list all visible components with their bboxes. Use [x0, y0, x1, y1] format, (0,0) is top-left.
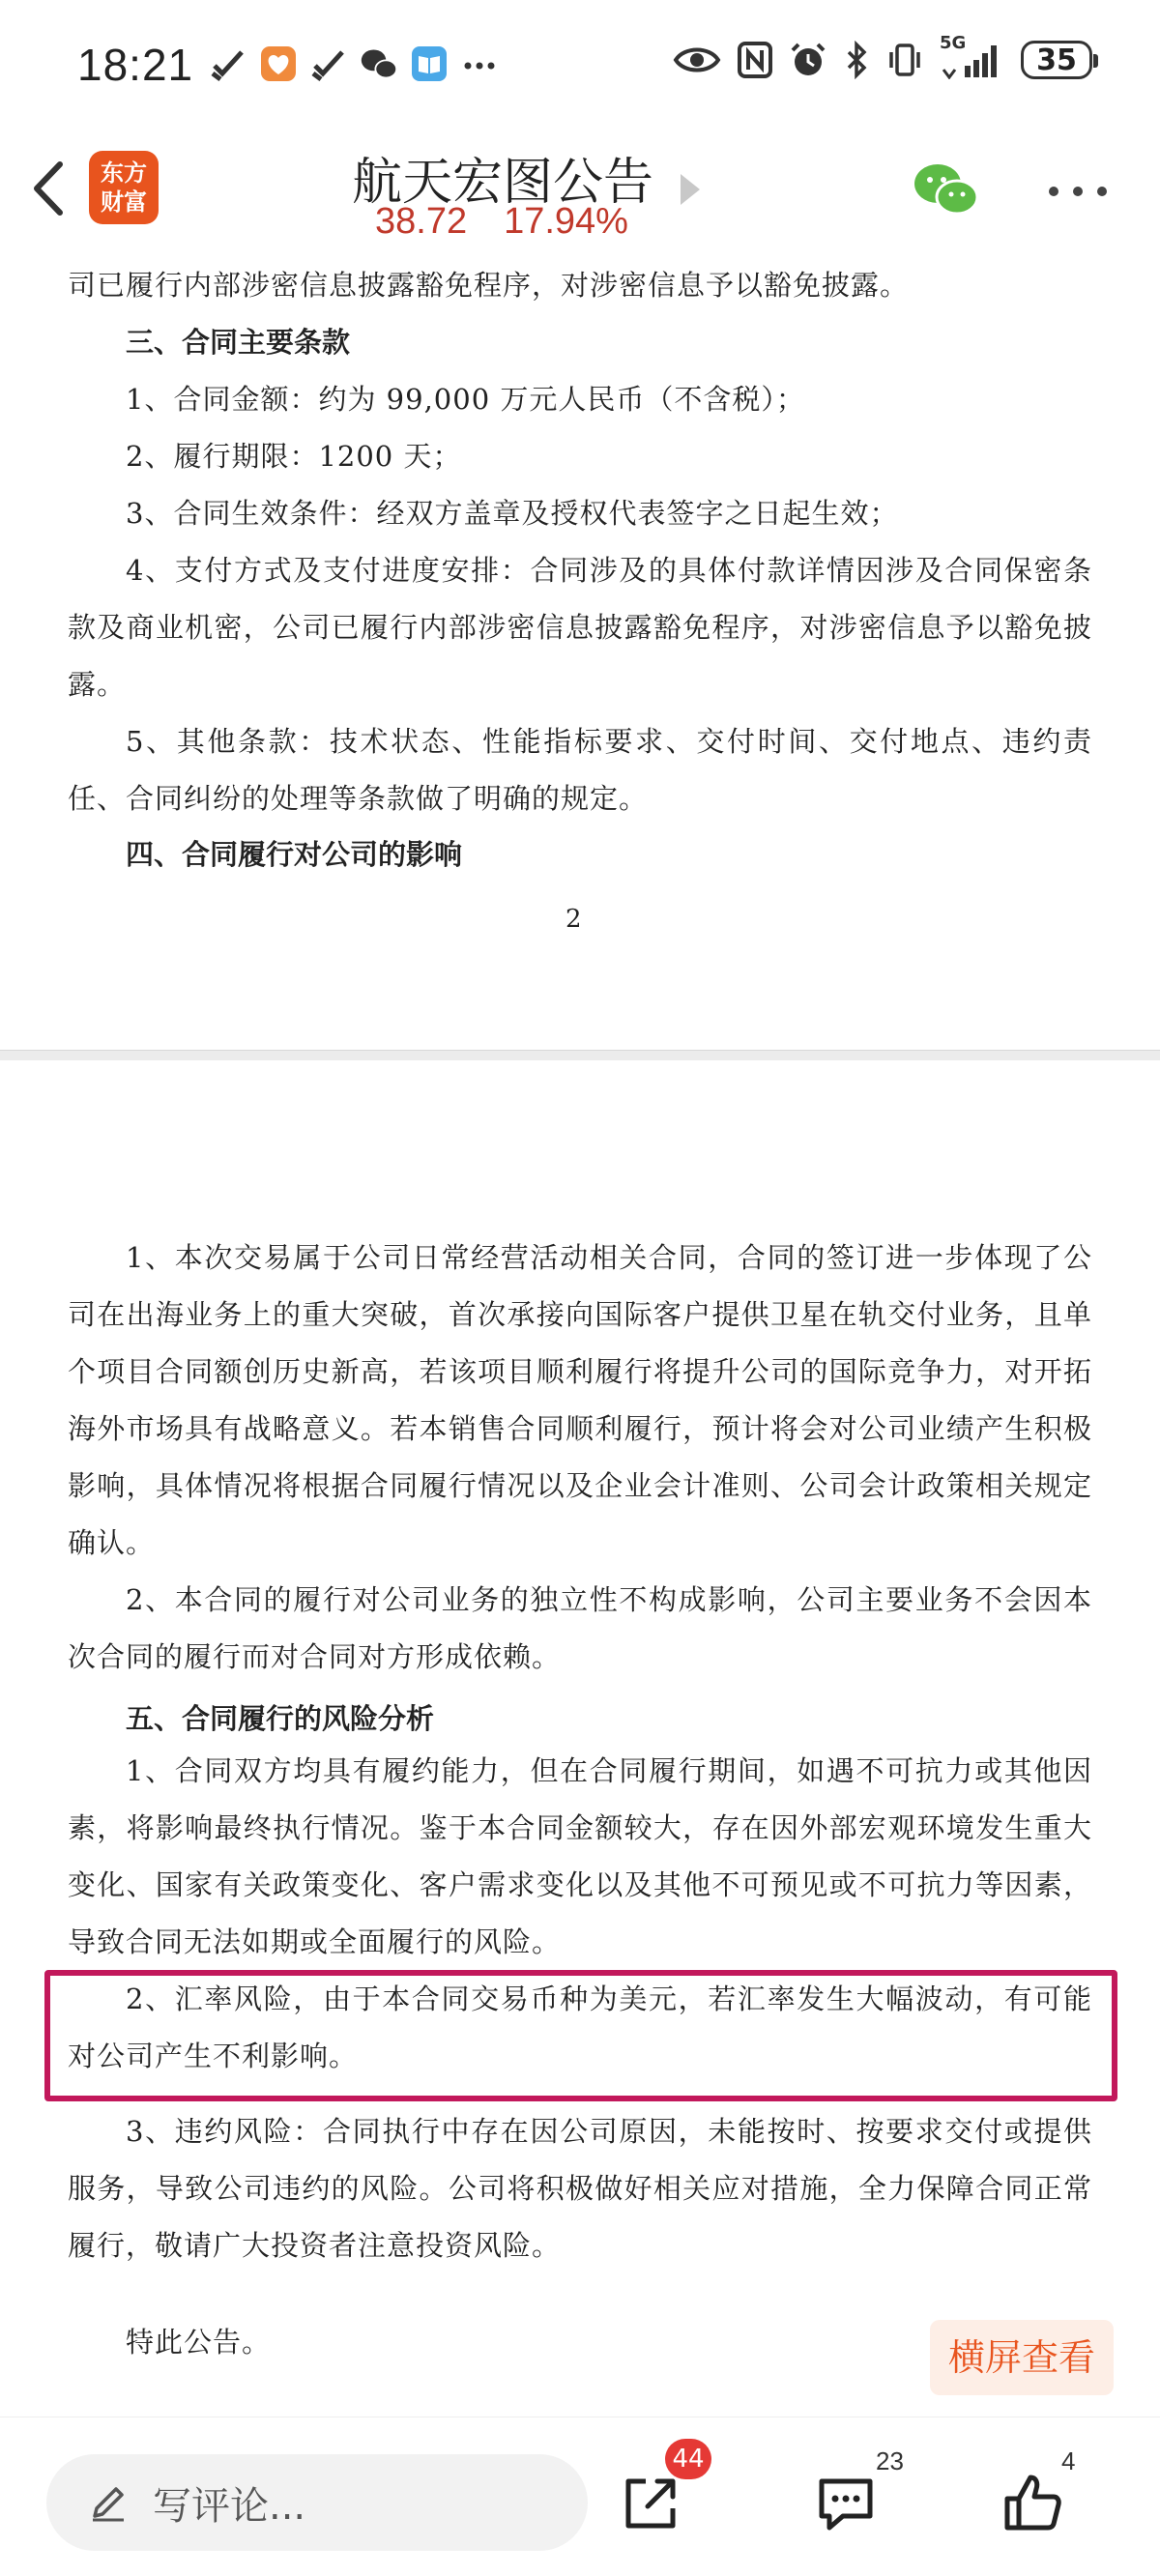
like-button[interactable]	[1001, 2446, 1076, 2539]
comment-bubble-icon	[814, 2472, 878, 2535]
comment-placeholder: 写评论...	[153, 2483, 306, 2529]
doc-line: 2、履行期限：1200 天；	[126, 440, 462, 473]
pencil-icon	[89, 2483, 128, 2522]
wechat-share-button[interactable]	[913, 160, 980, 222]
tick-icon	[309, 44, 348, 83]
signal-icon	[940, 33, 1005, 79]
alarm-icon	[789, 41, 827, 79]
section-heading: 四、合同履行对公司的影响	[126, 838, 463, 871]
more-dots-icon	[460, 44, 499, 83]
tick-icon	[209, 44, 247, 83]
section-heading: 五、合同履行的风险分析	[126, 1702, 435, 1735]
like-count: 4	[1061, 2446, 1076, 2475]
doc-paragraph: 3、违约风险：合同执行中存在因公司原因，未能按时、按要求交付或提供服务，导致公司违约的风险。公司将积极做好相关应对措施，全力保障合同正常履行，敬请广大投资者注意投资风险。	[68, 2115, 1092, 2262]
wechat-icon	[360, 44, 398, 83]
share-badge: 44	[665, 2439, 711, 2479]
highlight-annotation-box	[44, 1970, 1117, 2101]
doc-paragraph-highlighted: 2、汇率风险，由于本合同交易币种为美元，若汇率发生大幅波动，有可能对公司产生不利影响。	[68, 1983, 1092, 2072]
comment-input[interactable]	[46, 2454, 588, 2551]
page-title: 航天宏图公告	[351, 154, 653, 212]
doc-paragraph: 2、本合同的履行对公司业务的独立性不构成影响，公司主要业务不会因本次合同的履行而对合同对方形成依赖。	[68, 1583, 1092, 1673]
battery-indicator: 35	[1021, 41, 1092, 79]
play-arrow-icon[interactable]	[677, 170, 702, 213]
brand-line-2: 财富	[101, 188, 147, 216]
doc-line: 1、合同金额：约为 99,000 万元人民币（不含税）；	[126, 383, 805, 416]
stock-price: 38.72	[375, 201, 468, 242]
eye-icon	[673, 41, 721, 79]
announcement-document[interactable]	[0, 257, 1160, 2417]
status-time: 18:21	[77, 40, 194, 90]
vibrate-icon	[885, 41, 924, 79]
app-header	[0, 141, 1160, 257]
doc-line: 3、合同生效条件：经双方盖章及授权代表签字之日起生效；	[126, 497, 899, 530]
network-type: 5G	[940, 33, 967, 53]
doc-paragraph: 4、支付方式及支付进度安排：合同涉及的具体付款详情因涉及合同保密条款及商业机密，公司已履行内部涉密信息披露豁免程序，对涉密信息予以豁免披露。	[68, 554, 1092, 701]
stock-quote	[375, 201, 665, 243]
doc-paragraph: 5、其他条款：技术状态、性能指标要求、交付时间、交付地点、违约责任、合同纠纷的处理等条款做了明确的规定。	[68, 725, 1092, 815]
share-button[interactable]	[619, 2445, 705, 2539]
status-notification-icons	[209, 44, 499, 83]
wechat-icon	[913, 160, 980, 218]
status-bar	[0, 0, 1160, 141]
bottom-action-bar	[0, 2417, 1160, 2576]
doc-closing: 特此公告。	[126, 2326, 272, 2359]
thumbs-up-icon	[1001, 2472, 1065, 2535]
comments-button[interactable]	[814, 2446, 904, 2539]
section-heading: 三、合同主要条款	[126, 326, 351, 359]
stock-change: 17.94%	[504, 201, 628, 242]
doc-paragraph: 1、本次交易属于公司日常经营活动相关合同，合同的签订进一步体现了公司在出海业务上的重大突破，首次承接向国际客户提供卫星在轨交付业务，且单个项目合同额创历史新高，若该项目顺利履行将提升公司的国际竞争力，对开拓海外市场具有战略意义。若本销售合同顺利履行，预计将会对公司业绩产生积极影响，具体情况将根据合同履行情况以及企业会计准则、公司会计政策相关规定确认。	[68, 1241, 1092, 1559]
brand-line-1: 东方	[101, 159, 147, 187]
app-heart-icon	[259, 44, 298, 83]
share-icon	[619, 2472, 682, 2535]
comment-count: 23	[876, 2446, 904, 2475]
status-system-icons	[673, 33, 1092, 79]
book-icon	[410, 44, 449, 83]
page-divider	[0, 1050, 1160, 1060]
landscape-view-button[interactable]: 横屏查看	[930, 2320, 1114, 2395]
nfc-icon	[737, 41, 773, 79]
more-options-button[interactable]	[1046, 184, 1110, 203]
bluetooth-icon	[843, 41, 870, 79]
more-dots-icon	[1046, 184, 1110, 199]
doc-line: 司已履行内部涉密信息披露豁免程序，对涉密信息予以豁免披露。	[68, 269, 910, 302]
doc-paragraph: 1、合同双方均具有履约能力，但在合同履行期间，如遇不可抗力或其他因素，将影响最终执行情况。鉴于本合同金额较大，存在因外部宏观环境发生重大变化、国家有关政策变化、客户需求变化以及其他不可预见或不可抗力等因素，导致合同无法如期或全面履行的风险。	[68, 1754, 1092, 1958]
page-number: 2	[566, 905, 582, 934]
